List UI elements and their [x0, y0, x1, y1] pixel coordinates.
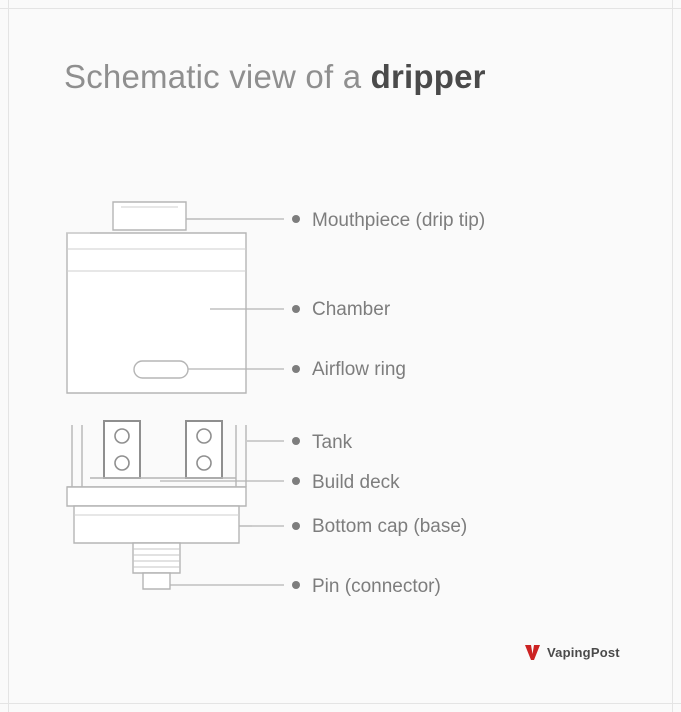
page-title-emphasis: dripper [370, 58, 486, 95]
label-build-deck: Build deck [312, 472, 400, 493]
label-pin: Pin (connector) [312, 576, 441, 597]
label-airflow-ring: Airflow ring [312, 359, 406, 380]
build-deck-assembly [67, 421, 246, 506]
label-bottom-cap: Bottom cap (base) [312, 516, 468, 537]
brand-name: VapingPost [547, 645, 620, 660]
label-tank: Tank [312, 432, 353, 453]
label-chamber: Chamber [312, 299, 391, 320]
bottom-cap-shape [74, 506, 252, 543]
mouthpiece-shape [113, 202, 200, 230]
airflow-ring-shape [134, 361, 188, 378]
dot-build-deck [292, 477, 300, 485]
dot-pin [292, 581, 300, 589]
dot-tank [292, 437, 300, 445]
page-title-prefix: Schematic view of a [64, 58, 371, 95]
leader-dots [292, 215, 300, 589]
dot-airflow-ring [292, 365, 300, 373]
dot-bottom-cap [292, 522, 300, 530]
vaping-post-mark-icon [524, 644, 541, 661]
label-mouthpiece: Mouthpiece (drip tip) [312, 210, 486, 231]
dot-mouthpiece [292, 215, 300, 223]
pin-shape [133, 543, 180, 589]
dot-chamber [292, 305, 300, 313]
brand-logo [524, 644, 620, 661]
